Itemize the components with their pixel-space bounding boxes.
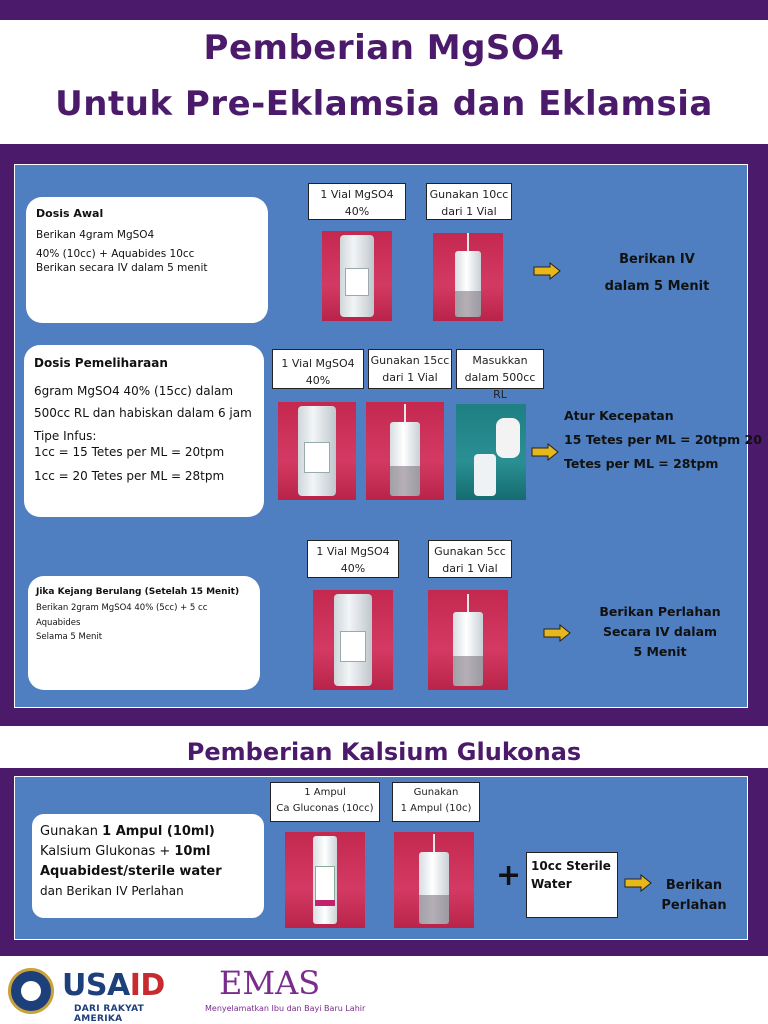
arrow-icon xyxy=(624,874,652,892)
dosis-awal-result-line-2: dalam 5 Menit xyxy=(604,279,710,295)
vial-label-1-line-1: 1 Vial MgSO4 xyxy=(320,188,394,201)
emas-wordmark: EMAS xyxy=(219,964,321,1002)
syringe-label-1-line-2: dari 1 Vial xyxy=(441,205,497,219)
kejang-berulang-heading: Jika Kejang Berulang (Setelah 15 Menit) xyxy=(36,587,240,597)
syringe-label-4 xyxy=(392,782,480,822)
dosis-awal-result-line-1: Berikan IV xyxy=(619,252,695,267)
dosis-pemeliharaan-heading: Dosis Pemeliharaan xyxy=(34,356,168,370)
syringe-label-3-line-1: Gunakan 5cc xyxy=(434,545,506,558)
ampul-label-line-1: 1 Ampul xyxy=(304,787,346,798)
syringe-photo-3 xyxy=(428,590,508,690)
emas-tagline: Menyelamatkan Ibu dan Bayi Baru Lahir xyxy=(205,1004,366,1013)
kejang-berulang-card xyxy=(28,576,260,690)
usaid-logo xyxy=(8,966,188,1024)
kejang-berulang-line-1: Berikan 2gram MgSO4 40% (5cc) + 5 cc xyxy=(36,603,208,614)
kalsium-section-title: Pemberian Kalsium Glukonas xyxy=(186,738,582,766)
kalsium-t1: Gunakan xyxy=(40,824,103,839)
infus-photo xyxy=(456,404,526,500)
sterile-water-line-2: Water xyxy=(531,877,572,891)
syringe-label-4-line-1: Gunakan xyxy=(413,787,459,798)
kalsium-line-2 xyxy=(40,842,256,862)
syringe-label-1-line-1: Gunakan 10cc xyxy=(429,188,509,201)
kejang-berulang-result-line-1: Berikan Perlahan xyxy=(599,604,721,619)
syringe-label-2-line-2: dari 1 Vial xyxy=(382,371,438,385)
arrow-icon xyxy=(543,624,571,642)
kalsium-result-line-2: Perlahan xyxy=(661,898,727,914)
dosis-awal-heading: Dosis Awal xyxy=(36,207,104,220)
dosis-pemeliharaan-line-4: 1cc = 15 Tetes per ML = 20tpm xyxy=(34,444,225,459)
syringe-photo-1 xyxy=(433,233,503,321)
page-title-line-2: Untuk Pre-Eklamsia dan Eklamsia xyxy=(55,84,713,124)
dosis-awal-line-3: Berikan secara IV dalam 5 menit xyxy=(36,262,208,275)
vial-label-2-line-1: 1 Vial MgSO4 xyxy=(281,357,355,370)
dosis-awal-result xyxy=(592,246,722,301)
arrow-icon xyxy=(533,262,561,280)
dosis-awal-card xyxy=(26,197,268,323)
syringe-label-3 xyxy=(428,540,512,578)
emas-logo xyxy=(205,962,375,1018)
vial-label-3-line-2: 40% xyxy=(340,562,366,576)
kalsium-b1: 1 Ampul (10ml) xyxy=(102,824,215,839)
kalsium-result-line-1: Berikan xyxy=(665,878,723,893)
dosis-pemeliharaan-line-2: 500cc RL dan habiskan dalam 6 jam xyxy=(34,406,252,421)
usaid-wordmark xyxy=(62,968,165,1003)
usaid-wordmark-b: ID xyxy=(129,968,165,1003)
dosis-pemeliharaan-result xyxy=(564,404,764,475)
top-bar xyxy=(0,0,768,20)
kalsium-card xyxy=(32,814,264,918)
ampul-label xyxy=(270,782,380,822)
kejang-berulang-line-3: Selama 5 Menit xyxy=(36,632,103,643)
kalsium-line-1 xyxy=(40,822,256,842)
syringe-photo-2 xyxy=(366,402,444,500)
vial-photo-2 xyxy=(278,402,356,500)
vial-photo-3 xyxy=(313,590,393,690)
dosis-pemeliharaan-line-3: Tipe Infus: xyxy=(34,428,97,443)
syringe-label-3-line-2: dari 1 Vial xyxy=(442,562,498,576)
dosis-awal-line-2: 40% (10cc) + Aquabides 10cc xyxy=(36,248,195,261)
kalsium-t2: Kalsium Glukonas + xyxy=(40,844,175,860)
vial-label-3 xyxy=(307,540,399,578)
vial-label-1 xyxy=(308,183,406,220)
vial-label-2 xyxy=(272,349,364,389)
usaid-seal-icon xyxy=(8,968,54,1014)
infus-label xyxy=(456,349,544,402)
plus-sign: + xyxy=(496,858,522,893)
syringe-photo-4 xyxy=(394,832,474,928)
sterile-water-line-1: 10cc Sterile xyxy=(531,859,611,873)
arrow-icon xyxy=(531,443,559,461)
kalsium-line-4: dan Berikan IV Perlahan xyxy=(40,884,184,899)
vial-label-3-line-1: 1 Vial MgSO4 xyxy=(316,545,390,558)
syringe-label-2 xyxy=(368,349,452,389)
ampul-photo xyxy=(285,832,365,928)
dosis-pemeliharaan-line-1: 6gram MgSO4 40% (15cc) dalam xyxy=(34,384,234,399)
vial-label-2-line-2: 40% xyxy=(305,374,331,388)
ampul-label-line-2: Ca Gluconas (10cc) xyxy=(276,802,374,814)
kalsium-result xyxy=(652,876,736,916)
infus-label-line-2: dalam 500cc RL xyxy=(464,371,536,402)
dosis-pemeliharaan-result-line-2: 15 Tetes per ML = 20tpm 20 xyxy=(564,431,762,447)
kalsium-b3: Aquabidest/sterile water xyxy=(40,864,222,880)
dosis-pemeliharaan-result-line-3: Tetes per ML = 28tpm xyxy=(564,455,719,471)
dosis-pemeliharaan-line-5: 1cc = 20 Tetes per ML = 28tpm xyxy=(34,468,225,483)
usaid-tagline: DARI RAKYAT AMERIKA xyxy=(74,1004,145,1024)
vial-label-1-line-2: 40% xyxy=(344,205,370,219)
dosis-awal-line-1: Berikan 4gram MgSO4 xyxy=(36,228,155,241)
kejang-berulang-result-line-3: 5 Menit xyxy=(633,644,687,659)
dosis-pemeliharaan-card xyxy=(24,345,264,517)
vial-photo-1 xyxy=(322,231,392,321)
sterile-water-box xyxy=(526,852,618,918)
syringe-label-2-line-1: Gunakan 15cc xyxy=(370,354,450,367)
kalsium-b2: 10ml xyxy=(174,844,211,860)
syringe-label-1 xyxy=(426,183,512,220)
kalsium-line-3 xyxy=(40,862,256,882)
kejang-berulang-result-line-2: Secara IV dalam xyxy=(602,624,718,639)
syringe-label-4-line-2: 1 Ampul (10c) xyxy=(400,802,472,814)
kejang-berulang-result xyxy=(594,602,726,662)
infus-label-line-1: Masukkan xyxy=(472,354,528,367)
page-title-line-1: Pemberian MgSO4 xyxy=(203,28,565,68)
kejang-berulang-line-2: Aquabides xyxy=(36,617,81,628)
usaid-wordmark-a: USA xyxy=(62,968,130,1003)
dosis-pemeliharaan-result-line-1: Atur Kecepatan xyxy=(564,408,674,423)
